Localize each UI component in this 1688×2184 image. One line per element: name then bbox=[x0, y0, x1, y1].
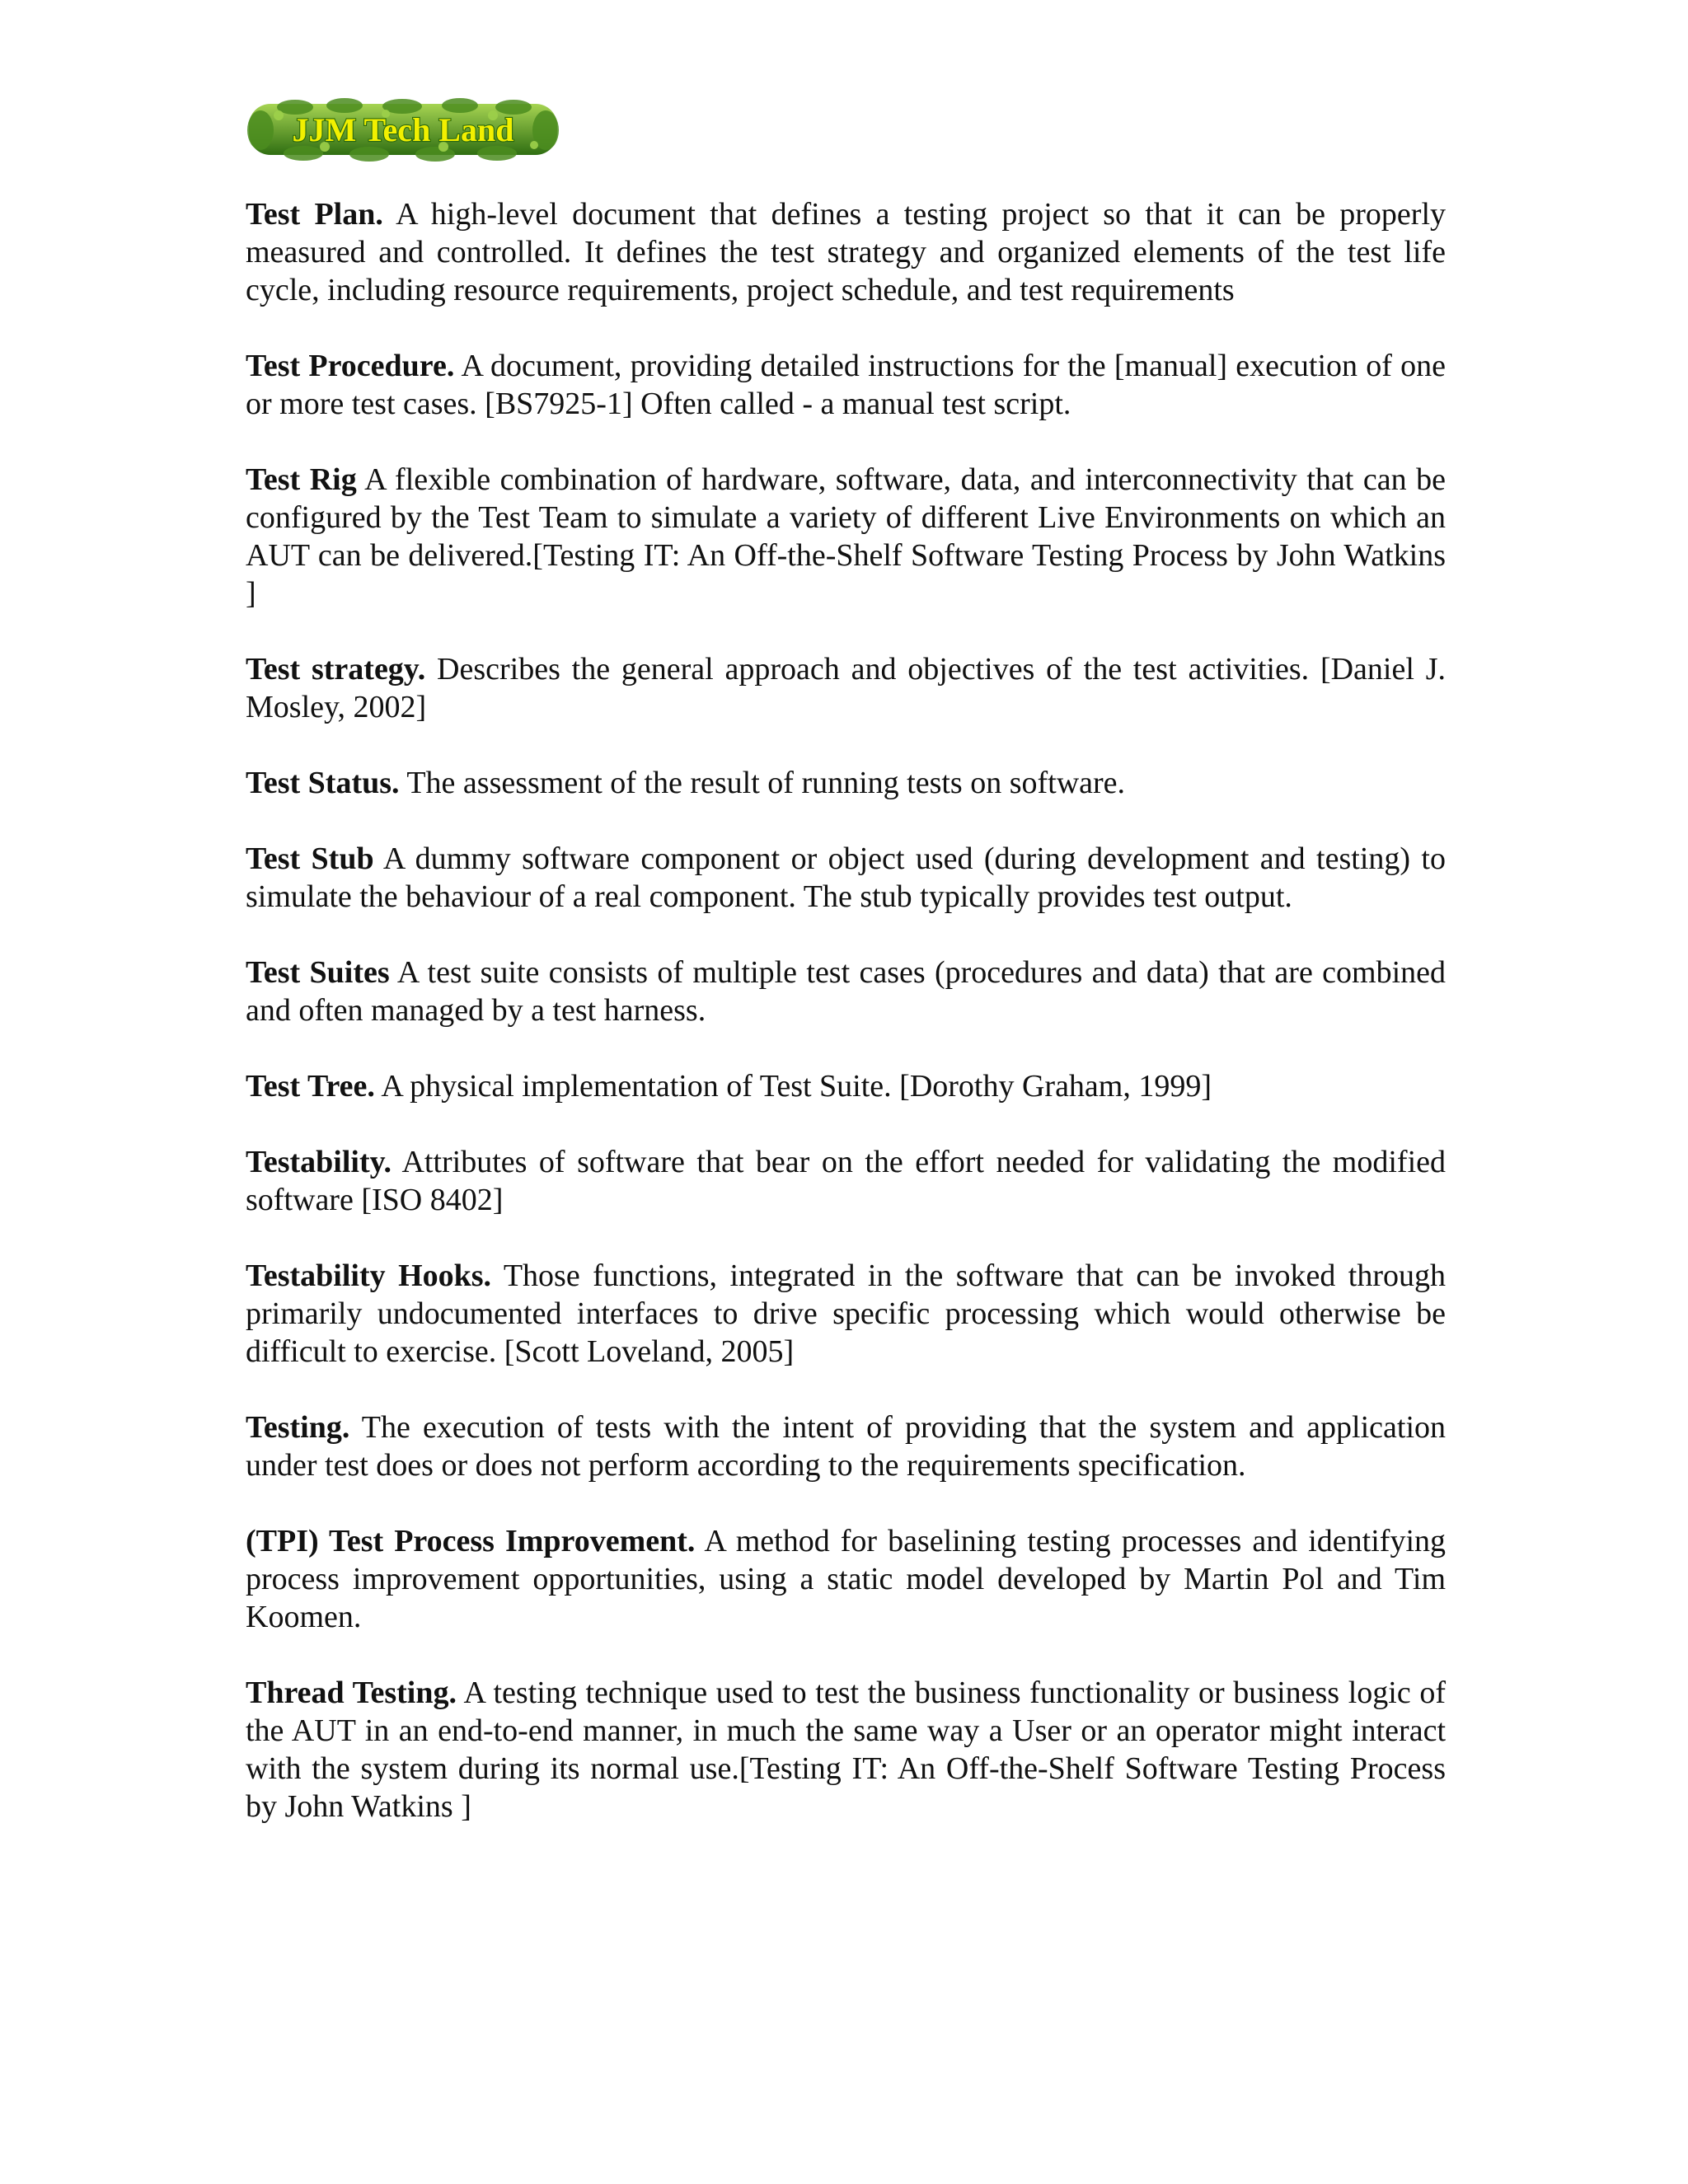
glossary-entry bbox=[246, 1674, 1446, 1825]
glossary-term: Test Status. bbox=[246, 766, 400, 800]
glossary-definition: Describes the general approach and objectives of the test activities. [Daniel J. Mosley, 2002] bbox=[246, 652, 1446, 724]
glossary-definition: The assessment of the result of running tests on software. bbox=[399, 766, 1126, 800]
glossary-definition: A test suite consists of multiple test cases (procedures and data) that are combined and often managed by a test harness. bbox=[246, 955, 1446, 1028]
glossary-entry bbox=[246, 1257, 1446, 1371]
glossary-term: Test Procedure. bbox=[246, 349, 455, 383]
glossary-definition: A flexible combination of hardware, software, data, and interconnectivity that can be configured by the Test Team to simulate a variety of different Live Environments on which an AUT can be delivered.[Testing IT: An Off-the-Shelf Software Testing Process by John Watkins ] bbox=[246, 462, 1447, 611]
glossary-definition: A high-level document that defines a testing project so that it can be properly measured and controlled. It defines the test strategy and organized elements of the test life cycle, including resource requirements, project schedule, and test requirements bbox=[246, 197, 1447, 307]
glossary-definition: A method for baselining testing processes and identifying process improvement opportunities, using a static model developed by Martin Pol and Tim Koomen. bbox=[246, 1524, 1447, 1634]
glossary-term: Testability Hooks. bbox=[246, 1258, 492, 1293]
glossary-entry bbox=[246, 347, 1446, 423]
glossary-term: Test strategy. bbox=[246, 652, 426, 687]
glossary-definition: The execution of tests with the intent of providing that the system and application under test does or does not perform according to the requirements specification. bbox=[246, 1410, 1446, 1483]
glossary-definition: Those functions, integrated in the software that can be invoked through primarily undocumented interfaces to drive specific processing which would otherwise be difficult to exercise. [Scott Loveland, 2005] bbox=[246, 1258, 1447, 1369]
glossary-definition: A testing technique used to test the business functionality or business logic of the AUT in an end-to-end manner, in much the same way a User or an operator might interact with the system during its normal use.[Testing IT: An Off-the-Shelf Software Testing Process by John Watkins ] bbox=[246, 1675, 1446, 1824]
glossary-definition: A document, providing detailed instructions for the [manual] execution of one or more test cases. [BS7925-1] Often called - a manual test script. bbox=[246, 349, 1446, 421]
glossary-definition: Attributes of software that bear on the effort needed for validating the modified software [ISO 8402] bbox=[246, 1145, 1446, 1217]
logo-text: JJM Tech Land bbox=[292, 111, 514, 148]
glossary-entry bbox=[246, 1522, 1446, 1636]
glossary-entry bbox=[246, 461, 1446, 612]
glossary-entry bbox=[246, 1067, 1446, 1105]
glossary-definition: A dummy software component or object used (during development and testing) to simulate the behaviour of a real component. The stub typically provides test output. bbox=[246, 841, 1446, 914]
glossary-term: Thread Testing. bbox=[246, 1675, 457, 1710]
glossary-term: Test Stub bbox=[246, 841, 374, 876]
glossary-entry bbox=[246, 954, 1446, 1029]
glossary-term: Testability. bbox=[246, 1145, 392, 1179]
glossary-definition: A physical implementation of Test Suite. [Dorothy Graham, 1999] bbox=[374, 1069, 1212, 1104]
glossary-term: Test Tree. bbox=[246, 1069, 375, 1104]
glossary-entries bbox=[246, 195, 1446, 1863]
glossary-entry bbox=[246, 840, 1446, 916]
glossary-term: (TPI) Test Process Improvement. bbox=[246, 1524, 696, 1558]
glossary-term: Testing. bbox=[246, 1410, 350, 1445]
glossary-term: Test Suites bbox=[246, 955, 390, 990]
glossary-entry bbox=[246, 650, 1446, 726]
jjm-tech-land-logo bbox=[246, 97, 560, 162]
glossary-entry bbox=[246, 1408, 1446, 1484]
logo-leaf-background bbox=[246, 97, 560, 162]
glossary-entry bbox=[246, 764, 1446, 802]
glossary-entry bbox=[246, 195, 1446, 309]
glossary-term: Test Plan. bbox=[246, 197, 383, 232]
glossary-entry bbox=[246, 1143, 1446, 1219]
glossary-term: Test Rig bbox=[246, 462, 357, 497]
